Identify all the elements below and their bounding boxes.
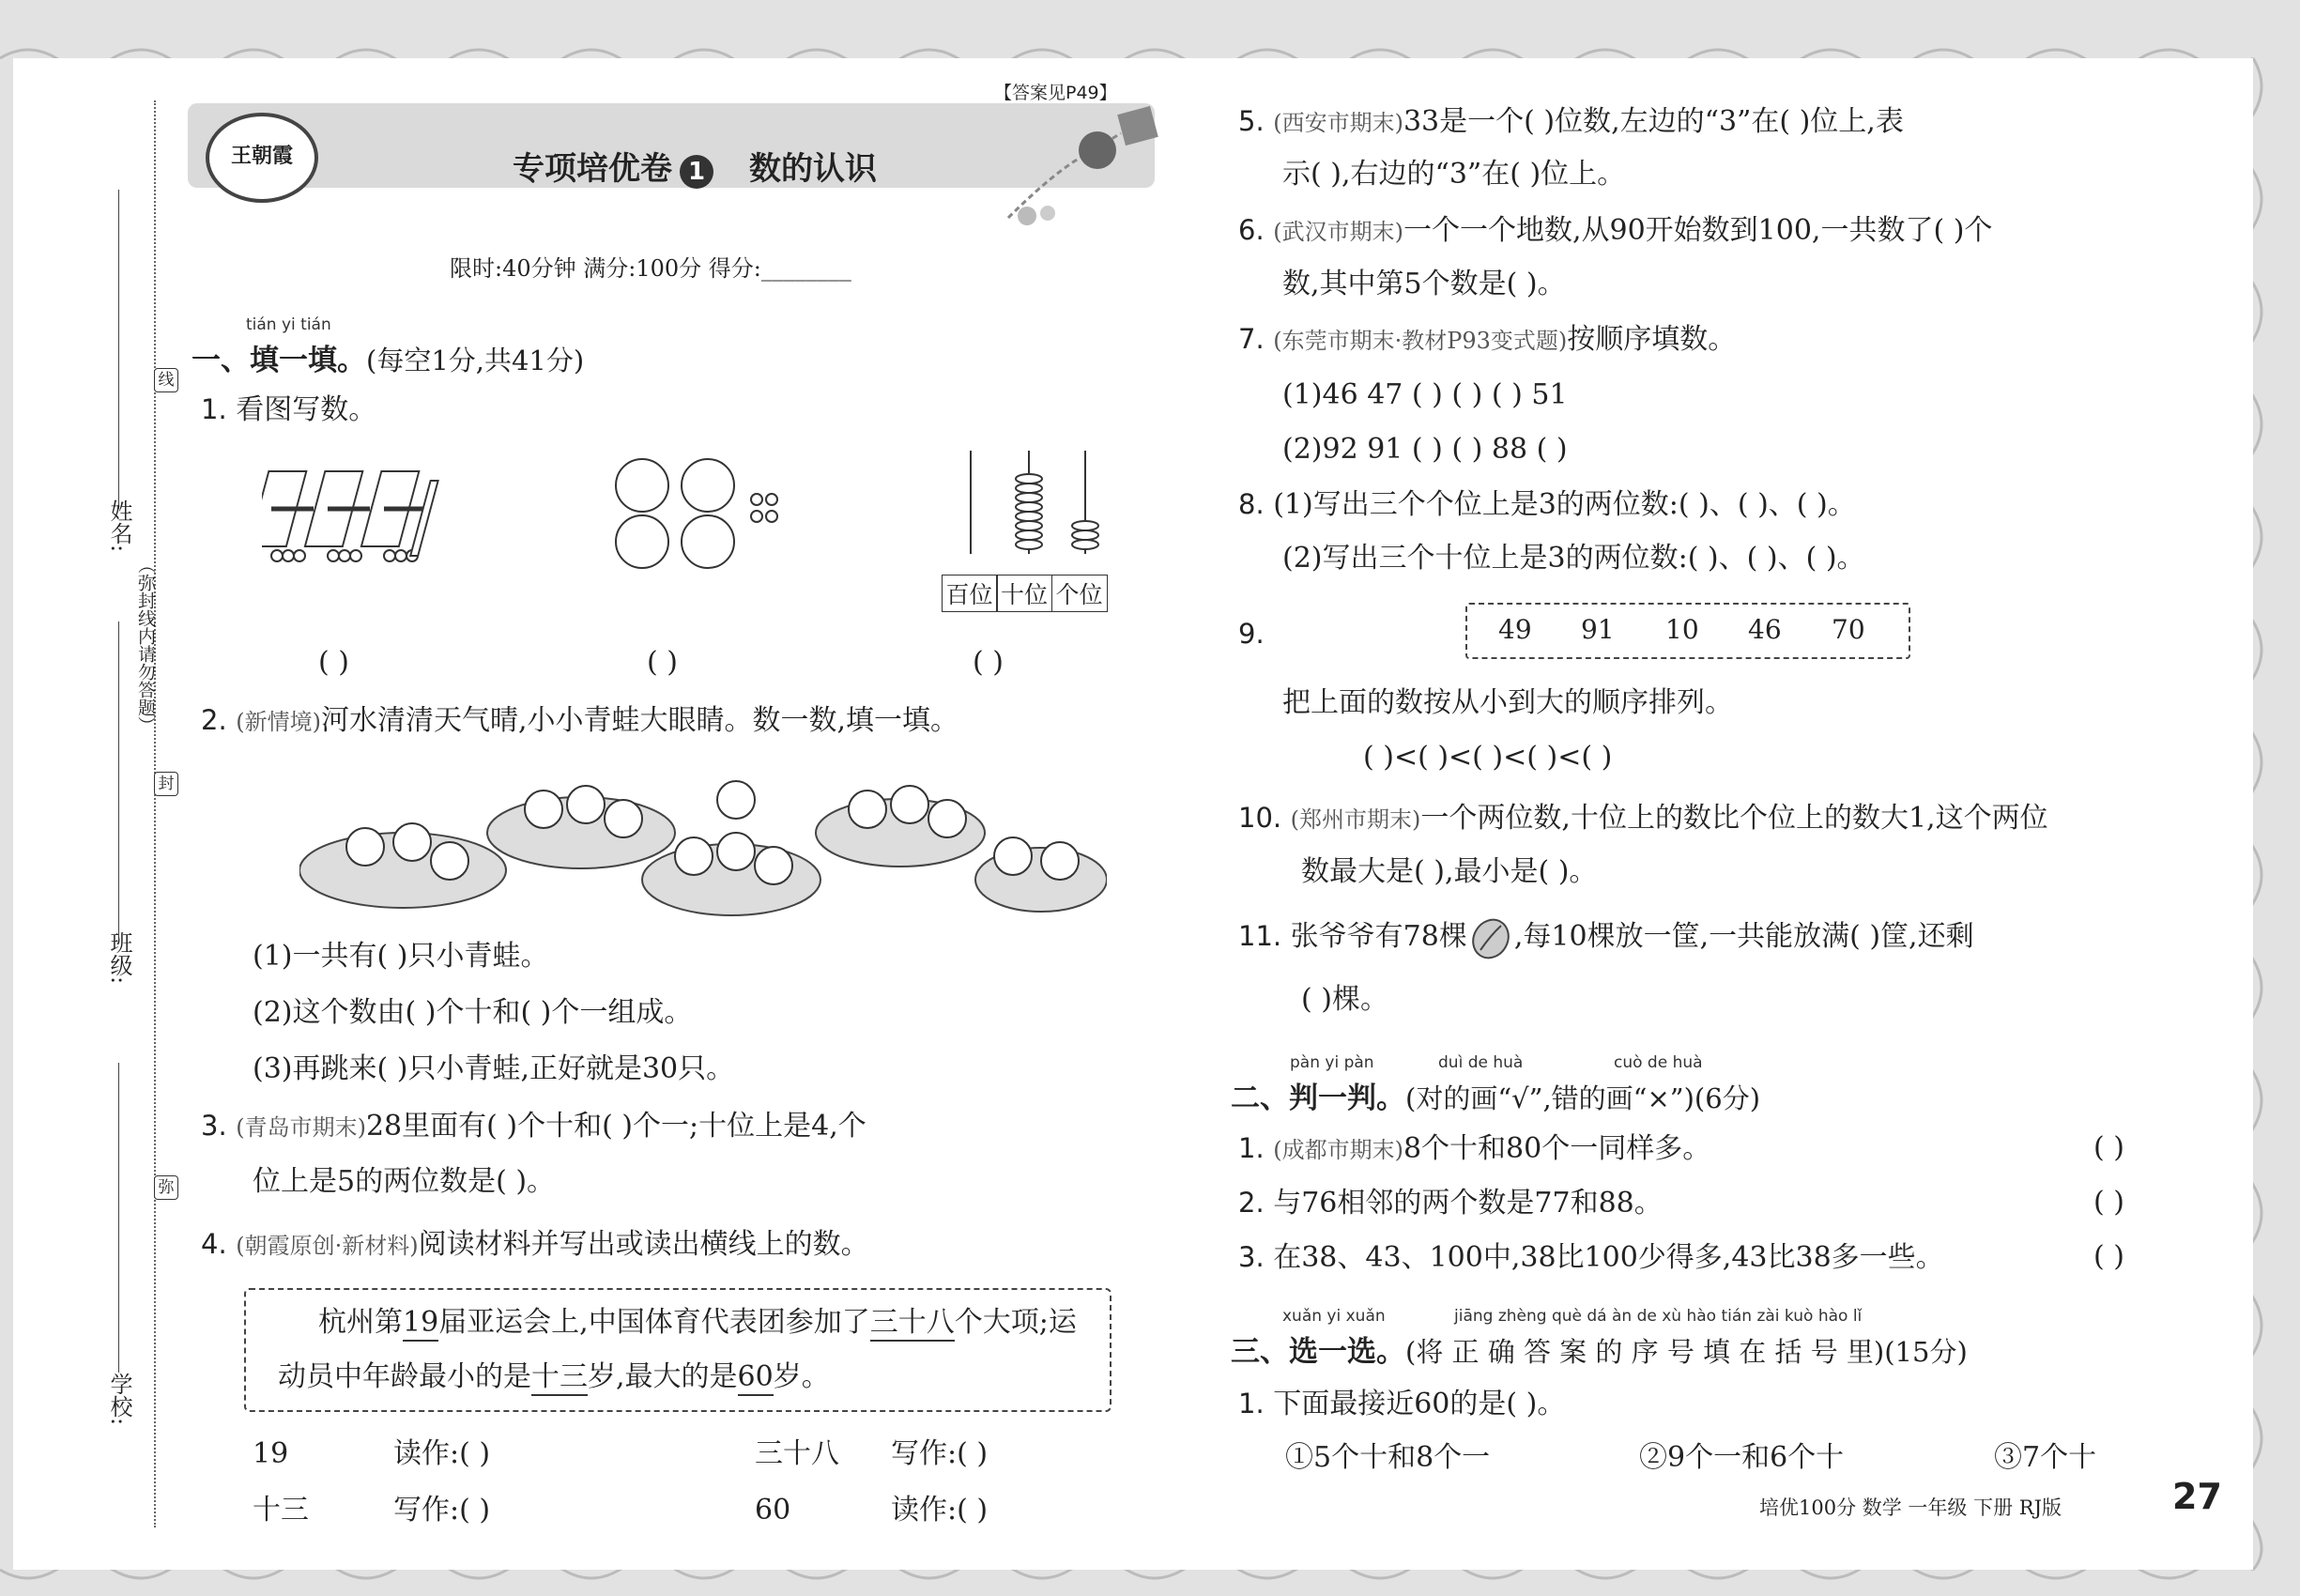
q10-text: 一个两位数,十位上的数比个位上的数大1,这个两位 bbox=[1420, 802, 2048, 835]
q1-blank-2[interactable]: ( ) bbox=[647, 646, 678, 679]
sec2-pinyin-1: pàn yi pàn bbox=[1290, 1053, 1374, 1072]
title-number-badge: 1 bbox=[680, 155, 713, 189]
q6-tag: (武汉市期末) bbox=[1273, 219, 1403, 245]
sec2-pinyin-3: cuò de huà bbox=[1614, 1053, 1703, 1072]
q3-text2: 位上是5的两位数是( )。 bbox=[253, 1165, 556, 1198]
q7-r2: (2)92 91 ( ) ( ) 88 ( ) bbox=[1282, 433, 1568, 466]
q7-tag: (东莞市期末·教材P93变式题) bbox=[1273, 328, 1568, 354]
mark-xian: 线 bbox=[154, 368, 178, 392]
exam-page bbox=[13, 58, 2253, 1570]
q8-b: (2)写出三个十位上是3的两位数:( )、( )、( )。 bbox=[1282, 542, 1865, 575]
logo-text: 王朝霞 bbox=[230, 144, 293, 168]
name-label: 姓名: bbox=[106, 499, 132, 553]
abacus-label-tens: 十位 bbox=[996, 575, 1052, 612]
sec2-item-1-tag: (成都市期末) bbox=[1273, 1137, 1403, 1163]
q6-text: 一个一个地数,从90开始数到100,一共数了( )个 bbox=[1403, 214, 1993, 247]
q3 bbox=[201, 1108, 866, 1145]
q6-text2: 数,其中第5个数是( )。 bbox=[1282, 268, 1566, 300]
footer-text: 培优100分 数学 一年级 下册 RJ版 bbox=[1759, 1496, 2062, 1519]
q4-r1d[interactable]: 写作:( ) bbox=[891, 1437, 989, 1470]
sec2-item-2-text: 与76相邻的两个数是77和88。 bbox=[1273, 1187, 1663, 1220]
school-line bbox=[118, 1063, 119, 1373]
q4-r2b[interactable]: 写作:( ) bbox=[393, 1494, 491, 1527]
q4-r1a: 19 bbox=[253, 1437, 289, 1470]
q4-tag: (朝霞原创·新材料) bbox=[236, 1233, 419, 1259]
sec1-title bbox=[192, 336, 584, 378]
q7-num: 7. bbox=[1238, 323, 1265, 355]
sec2-item-3-num: 3. bbox=[1238, 1241, 1265, 1273]
sec2-item-3-paren[interactable]: ( ) bbox=[2093, 1240, 2124, 1273]
name-line bbox=[118, 190, 119, 509]
q11-text2: ( )棵。 bbox=[1301, 983, 1388, 1016]
mark-feng: 封 bbox=[154, 772, 178, 796]
q2-c: (3)再跳来( )只小青蛙,正好就是30只。 bbox=[253, 1052, 735, 1085]
box-text-c: 个大项;运 bbox=[954, 1306, 1077, 1339]
abacus-labels bbox=[943, 575, 1108, 612]
title-part-a: 专项培优卷 bbox=[513, 150, 672, 188]
box-underline-38: 三十八 bbox=[870, 1306, 955, 1342]
box-underline-60: 60 bbox=[738, 1360, 774, 1396]
q9-n1: 49 bbox=[1498, 614, 1532, 645]
sec3-q1-opt-2[interactable]: ②9个一和6个十 bbox=[1639, 1441, 1845, 1474]
q1-text: 看图写数。 bbox=[236, 393, 377, 426]
q3-text: 28里面有( )个十和( )个一;十位上是4,个 bbox=[365, 1110, 866, 1143]
sec3-q1-text: 下面最接近60的是( )。 bbox=[1273, 1388, 1566, 1420]
q4-material-line2 bbox=[278, 1359, 830, 1395]
sec2-item-2 bbox=[1238, 1185, 1663, 1221]
q1 bbox=[201, 391, 376, 428]
q10-tag: (郑州市期末) bbox=[1290, 806, 1421, 833]
q10-num: 10. bbox=[1238, 802, 1282, 834]
q9-n5: 70 bbox=[1832, 614, 1865, 645]
box-text-b: 届亚运会上,中国体育代表团参加了 bbox=[438, 1306, 870, 1339]
sec3-title bbox=[1231, 1327, 1968, 1370]
q7 bbox=[1238, 321, 1736, 359]
sec2-points: (对的画“√”,错的画“×”)(6分) bbox=[1405, 1082, 1761, 1114]
q4-r2c: 60 bbox=[755, 1494, 791, 1527]
sec1-title-text: 一、填一填。 bbox=[192, 344, 366, 377]
sec3-q1 bbox=[1238, 1386, 1565, 1422]
q10 bbox=[1238, 800, 2048, 837]
cabbage-icon bbox=[1467, 916, 1514, 959]
q2-a: (1)一共有( )只小青蛙。 bbox=[253, 940, 549, 973]
seal-note: （弥封线内请勿答题） bbox=[135, 556, 156, 734]
q3-tag: (青岛市期末) bbox=[236, 1114, 366, 1141]
sec2-item-3-text: 在38、43、100中,38比100少得多,43比38多一些。 bbox=[1273, 1241, 1944, 1274]
sec3-title-text: 三、选一选。 bbox=[1231, 1335, 1405, 1369]
q9-n2: 91 bbox=[1581, 614, 1615, 645]
q11 bbox=[1238, 916, 1974, 959]
q2 bbox=[201, 702, 958, 740]
q1-blank-3[interactable]: ( ) bbox=[973, 646, 1004, 679]
sec1-points: (每空1分,共41分) bbox=[366, 345, 585, 376]
q9-text: 把上面的数按从小到大的顺序排列。 bbox=[1282, 686, 1733, 719]
q8-num: 8. bbox=[1238, 488, 1265, 520]
q8 bbox=[1238, 486, 1856, 523]
box-underline-19: 19 bbox=[403, 1306, 438, 1342]
q2-text: 河水清清天气晴,小小青蛙大眼睛。数一数,填一填。 bbox=[320, 704, 959, 737]
title-part-b: 数的认识 bbox=[749, 150, 877, 188]
page-number: 27 bbox=[2172, 1476, 2222, 1517]
q4-r2a: 十三 bbox=[253, 1494, 309, 1527]
sec2-item-1-paren[interactable]: ( ) bbox=[2093, 1131, 2124, 1164]
box-text-a: 杭州第 bbox=[318, 1306, 403, 1339]
box-text-d: 动员中年龄最小的是 bbox=[278, 1360, 531, 1393]
stick-bundles-illustration bbox=[262, 462, 487, 575]
answer-ref: 【答案见P49】 bbox=[994, 83, 1117, 103]
sec1-pinyin: tián yi tián bbox=[246, 315, 331, 334]
q5-text: 33是一个( )位数,左边的“3”在( )位上,表 bbox=[1403, 105, 1904, 138]
q2-tag: (新情境) bbox=[236, 709, 321, 735]
q7-r1: (1)46 47 ( ) ( ) ( ) 51 bbox=[1282, 378, 1568, 411]
q6-num: 6. bbox=[1238, 214, 1265, 246]
seal-dotted-line bbox=[154, 100, 156, 1527]
sec2-item-1-num: 1. bbox=[1238, 1132, 1265, 1164]
q9 bbox=[1238, 616, 1265, 652]
sec3-q1-opt-1[interactable]: ①5个十和8个一 bbox=[1285, 1441, 1491, 1474]
school-label: 学校: bbox=[106, 1373, 132, 1426]
q9-num: 9. bbox=[1238, 618, 1265, 650]
box-underline-13: 十三 bbox=[531, 1360, 588, 1396]
sec3-q1-num: 1. bbox=[1238, 1388, 1265, 1420]
sec2-item-1 bbox=[1238, 1130, 1710, 1168]
q4-r2d[interactable]: 读作:( ) bbox=[891, 1494, 989, 1527]
box-text-f: 岁。 bbox=[773, 1360, 830, 1393]
abacus-label-ones: 个位 bbox=[1051, 575, 1108, 612]
q2-b: (2)这个数由( )个十和( )个一组成。 bbox=[253, 996, 693, 1029]
q9-row: ( )<( )<( )<( )<( ) bbox=[1363, 741, 1613, 774]
sec3-q1-opt-3[interactable]: ③7个十 bbox=[1994, 1441, 2097, 1474]
sec3-points: (将 正 确 答 案 的 序 号 填 在 括 号 里)(15分) bbox=[1405, 1336, 1968, 1368]
mark-mi: 弥 bbox=[154, 1175, 178, 1200]
circle-groups-illustration bbox=[614, 453, 802, 584]
abacus-label-hundreds: 百位 bbox=[942, 575, 998, 612]
q8-a: (1)写出三个个位上是3的两位数:( )、( )、( )。 bbox=[1273, 488, 1856, 521]
q4-r1c: 三十八 bbox=[755, 1437, 839, 1470]
q5-text2: 示( ),右边的“3”在( )位上。 bbox=[1282, 158, 1626, 191]
q5-tag: (西安市期末) bbox=[1273, 110, 1403, 136]
sec2-item-2-paren[interactable]: ( ) bbox=[2093, 1186, 2124, 1219]
q9-n4: 46 bbox=[1748, 614, 1782, 645]
class-label: 班级: bbox=[106, 931, 132, 985]
q1-blank-1[interactable]: ( ) bbox=[318, 646, 349, 679]
sec2-title-text: 二、判一判。 bbox=[1231, 1082, 1405, 1115]
sec2-item-1-text: 8个十和80个一同样多。 bbox=[1403, 1132, 1711, 1165]
sec3-pinyin-1: xuǎn yi xuǎn bbox=[1282, 1307, 1386, 1326]
sec2-item-3 bbox=[1238, 1239, 1944, 1276]
sec2-item-2-num: 2. bbox=[1238, 1187, 1265, 1219]
frogs-on-lily-pads-illustration bbox=[299, 758, 1107, 927]
class-line bbox=[118, 622, 119, 941]
abacus-illustration bbox=[943, 451, 1121, 556]
page-title bbox=[513, 143, 877, 189]
q5-num: 5. bbox=[1238, 105, 1265, 137]
header-character-illustration bbox=[989, 96, 1168, 227]
sec3-pinyin-2: jiāng zhèng què dá àn de xù hào tián zài kuò hào lǐ bbox=[1454, 1307, 1863, 1326]
q10-text2: 数最大是( ),最小是( )。 bbox=[1301, 855, 1598, 888]
logo-emblem bbox=[206, 113, 318, 203]
q2-num: 2. bbox=[201, 704, 227, 736]
sec2-pinyin-2: duì de huà bbox=[1438, 1053, 1524, 1072]
q4-num: 4. bbox=[201, 1228, 227, 1260]
q6 bbox=[1238, 212, 1992, 250]
q9-n3: 10 bbox=[1665, 614, 1699, 645]
exam-info: 限时:40分钟 满分:100分 得分:________ bbox=[450, 255, 851, 282]
q3-num: 3. bbox=[201, 1110, 227, 1142]
q1-num: 1. bbox=[201, 393, 227, 425]
box-text-e: 岁,最大的是 bbox=[588, 1360, 738, 1393]
q4 bbox=[201, 1226, 869, 1264]
q4-r1b[interactable]: 读作:( ) bbox=[393, 1437, 491, 1470]
sec2-title bbox=[1231, 1074, 1760, 1116]
q4-material-line1 bbox=[318, 1305, 1077, 1341]
q11-num: 11. bbox=[1238, 920, 1282, 952]
q11-text-b: ,每10棵放一筐,一共能放满( )筐,还剩 bbox=[1513, 920, 1974, 953]
q11-text-a: 张爷爷有78棵 bbox=[1290, 920, 1467, 953]
q4-text: 阅读材料并写出或读出横线上的数。 bbox=[418, 1228, 869, 1261]
q5 bbox=[1238, 103, 1904, 141]
q7-text: 按顺序填数。 bbox=[1567, 323, 1737, 356]
